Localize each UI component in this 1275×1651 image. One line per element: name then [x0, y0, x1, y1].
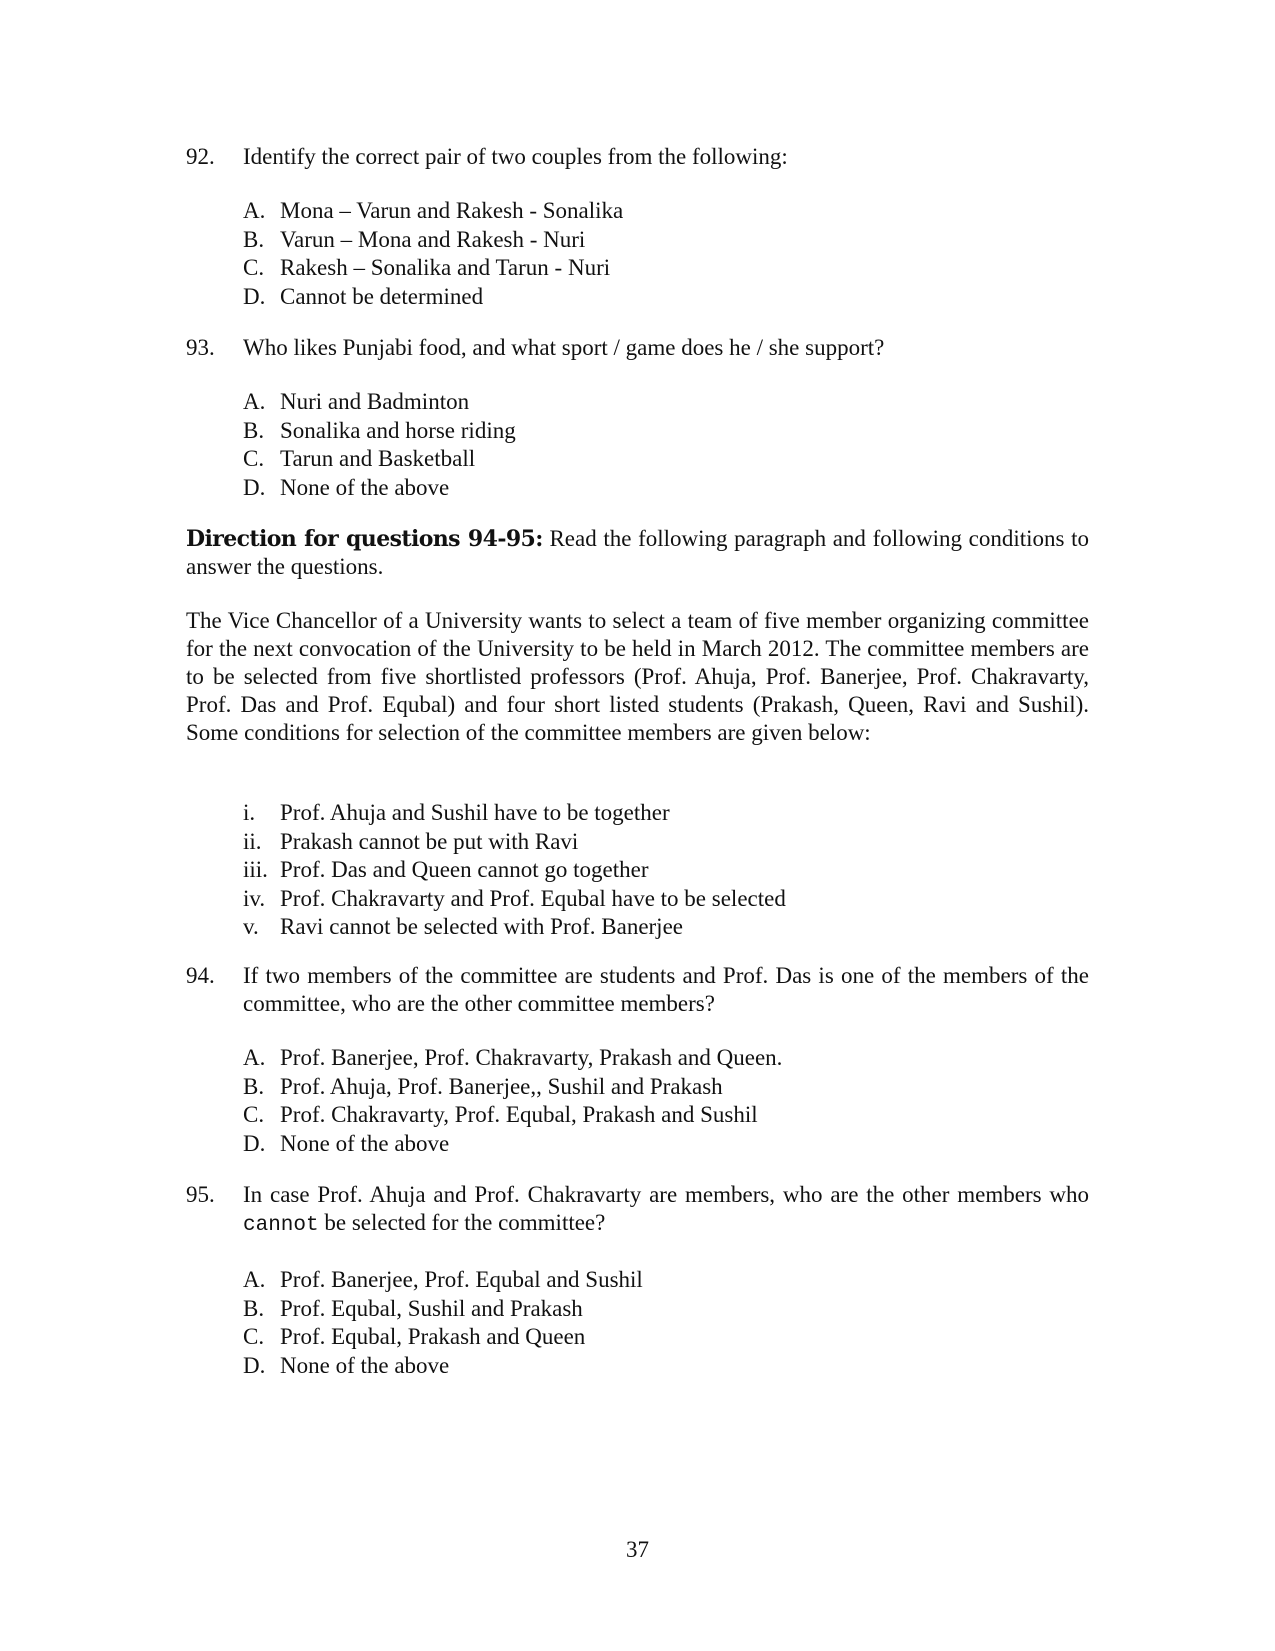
question-93 [186, 334, 1089, 502]
question-number: 93. [186, 335, 215, 360]
question-number: 92. [186, 144, 215, 169]
direction-block [186, 525, 1089, 581]
option-b: B. Prof. Equbal, Sushil and Prakash [243, 1295, 583, 1321]
option-a: A. Nuri and Badminton [243, 389, 470, 414]
option-a: A. Prof. Banerjee, Prof. Chakravarty, Prakash and Queen. [243, 1045, 783, 1070]
question-94 [186, 962, 1089, 1158]
question-text: Who likes Punjabi food, and what sport / game does he / she support? [243, 335, 885, 360]
condition-item: ii. Prakash cannot be put with Ravi [243, 828, 579, 854]
option-b: B. Prof. Ahuja, Prof. Banerjee,, Sushil and Prakash [243, 1073, 723, 1099]
option-d: D. None of the above [243, 1352, 450, 1378]
direction-heading: Direction for questions 94-95: [186, 526, 543, 552]
option-b: B. Varun – Mona and Rakesh - Nuri [243, 226, 586, 252]
conditions-block [186, 799, 1089, 942]
options-list [243, 388, 1089, 502]
option-b: B. Sonalika and horse riding [243, 417, 516, 443]
option-a: A. Prof. Banerjee, Prof. Equbal and Sushil [243, 1267, 643, 1292]
question-text: In case Prof. Ahuja and Prof. Chakravarty are members, who are the other members who cannot be selected for the committee? [243, 1182, 1089, 1237]
direction-text: Read the following paragraph and following conditions to answer the questions. [186, 526, 1089, 579]
condition-item: i. Prof. Ahuja and Sushil have to be together [243, 800, 670, 825]
option-c: C. Rakesh – Sonalika and Tarun - Nuri [243, 255, 611, 281]
question-number: 95. [186, 1182, 215, 1207]
options-list [243, 197, 1089, 311]
option-c: C. Prof. Equbal, Prakash and Queen [243, 1324, 586, 1350]
question-92 [186, 143, 1089, 311]
option-d: D. None of the above [243, 474, 450, 500]
scenario-paragraph: The Vice Chancellor of a University wants to select a team of five member organizing committee for the next convocation of the University to be held in March 2012. The committee members are to be selected from five shortlisted professors (Prof. Ahuja, Prof. Banerjee, Prof. Chakravarty, Prof. Das and Prof. Equbal) and four short listed students (Prakash, Queen, Ravi and Sushil). Some conditions for selection of the committee members are given below: [186, 608, 1089, 745]
option-d: D. Cannot be determined [243, 283, 484, 309]
option-d: D. None of the above [243, 1130, 450, 1156]
option-a: A. Mona – Varun and Rakesh - Sonalika [243, 198, 624, 223]
question-text: If two members of the committee are students and Prof. Das is one of the members of the committee, who are the other committee members? [243, 963, 1089, 1016]
option-c: C. Tarun and Basketball [243, 446, 476, 472]
condition-item: v. Ravi cannot be selected with Prof. Banerjee [243, 914, 683, 940]
options-list [243, 1044, 1089, 1158]
question-text: Identify the correct pair of two couples from the following: [243, 144, 788, 169]
condition-item: iii. Prof. Das and Queen cannot go together [243, 857, 649, 883]
page-number: 37 [626, 1537, 649, 1562]
condition-item: iv. Prof. Chakravarty and Prof. Equbal have to be selected [243, 885, 786, 911]
options-list [243, 1266, 1089, 1380]
emphasis-cannot: cannot [243, 1214, 319, 1237]
question-95 [186, 1181, 1089, 1380]
option-c: C. Prof. Chakravarty, Prof. Equbal, Prakash and Sushil [243, 1102, 758, 1128]
question-number: 94. [186, 963, 215, 988]
conditions-list [243, 799, 1089, 942]
